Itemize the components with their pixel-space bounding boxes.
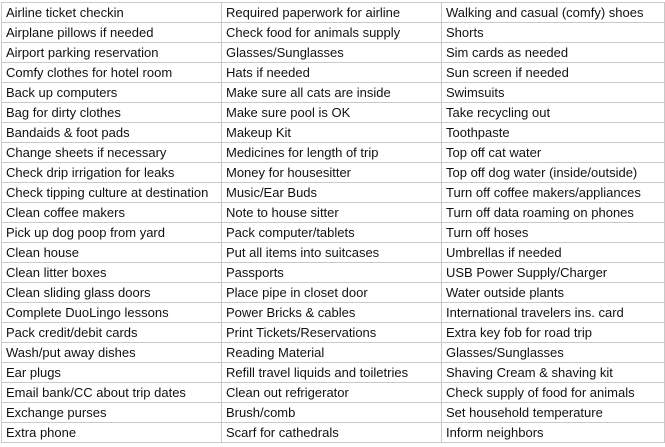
table-cell[interactable]: International travelers ins. card <box>442 303 665 323</box>
table-cell[interactable]: Pack computer/tablets <box>222 223 442 243</box>
table-cell[interactable]: Bag for dirty clothes <box>2 103 222 123</box>
table-cell[interactable]: Refill travel liquids and toiletries <box>222 363 442 383</box>
table-row <box>2 303 665 323</box>
table-cell[interactable]: Clean coffee makers <box>2 203 222 223</box>
table-row <box>2 203 665 223</box>
table-cell[interactable]: Clean litter boxes <box>2 263 222 283</box>
table-cell[interactable]: Pack credit/debit cards <box>2 323 222 343</box>
table-cell[interactable]: Required paperwork for airline <box>222 3 442 23</box>
table-body <box>2 3 665 443</box>
table-cell[interactable]: Top off dog water (inside/outside) <box>442 163 665 183</box>
table-cell[interactable]: Passports <box>222 263 442 283</box>
table-row <box>2 423 665 443</box>
table-cell[interactable]: Comfy clothes for hotel room <box>2 63 222 83</box>
table-cell[interactable]: Set household temperature <box>442 403 665 423</box>
table-cell[interactable]: Wash/put away dishes <box>2 343 222 363</box>
table-cell[interactable]: Umbrellas if needed <box>442 243 665 263</box>
table-cell[interactable]: Turn off coffee makers/appliances <box>442 183 665 203</box>
table-cell[interactable]: Back up computers <box>2 83 222 103</box>
table-cell[interactable]: Ear plugs <box>2 363 222 383</box>
table-cell[interactable]: Shorts <box>442 23 665 43</box>
table-cell[interactable]: Walking and casual (comfy) shoes <box>442 3 665 23</box>
table-cell[interactable]: Glasses/Sunglasses <box>222 43 442 63</box>
table-row <box>2 143 665 163</box>
table-cell[interactable]: Make sure pool is OK <box>222 103 442 123</box>
table-cell[interactable]: Email bank/CC about trip dates <box>2 383 222 403</box>
table-cell[interactable]: Place pipe in closet door <box>222 283 442 303</box>
table-cell[interactable]: Makeup Kit <box>222 123 442 143</box>
table-row <box>2 83 665 103</box>
table-cell[interactable]: Toothpaste <box>442 123 665 143</box>
table-cell[interactable]: Check food for animals supply <box>222 23 442 43</box>
table-cell[interactable]: Make sure all cats are inside <box>222 83 442 103</box>
table-cell[interactable]: Check supply of food for animals <box>442 383 665 403</box>
table-cell[interactable]: Clean sliding glass doors <box>2 283 222 303</box>
table-cell[interactable]: Extra key fob for road trip <box>442 323 665 343</box>
table-row <box>2 3 665 23</box>
table-row <box>2 183 665 203</box>
checklist-table <box>1 2 665 443</box>
table-cell[interactable]: Sun screen if needed <box>442 63 665 83</box>
table-cell[interactable]: Reading Material <box>222 343 442 363</box>
table-cell[interactable]: Airport parking reservation <box>2 43 222 63</box>
table-cell[interactable]: Water outside plants <box>442 283 665 303</box>
table-cell[interactable]: Bandaids & foot pads <box>2 123 222 143</box>
table-cell[interactable]: Scarf for cathedrals <box>222 423 442 443</box>
table-cell[interactable]: Inform neighbors <box>442 423 665 443</box>
table-row <box>2 263 665 283</box>
table-row <box>2 283 665 303</box>
table-row <box>2 223 665 243</box>
table-cell[interactable]: Brush/comb <box>222 403 442 423</box>
table-cell[interactable]: Shaving Cream & shaving kit <box>442 363 665 383</box>
table-row <box>2 343 665 363</box>
table-row <box>2 123 665 143</box>
table-row <box>2 323 665 343</box>
table-row <box>2 243 665 263</box>
table-cell[interactable]: Medicines for length of trip <box>222 143 442 163</box>
table-cell[interactable]: Put all items into suitcases <box>222 243 442 263</box>
table-cell[interactable]: Complete DuoLingo lessons <box>2 303 222 323</box>
table-cell[interactable]: Check drip irrigation for leaks <box>2 163 222 183</box>
table-cell[interactable]: Extra phone <box>2 423 222 443</box>
table-cell[interactable]: Change sheets if necessary <box>2 143 222 163</box>
table-cell[interactable]: Power Bricks & cables <box>222 303 442 323</box>
table-row <box>2 23 665 43</box>
table-cell[interactable]: USB Power Supply/Charger <box>442 263 665 283</box>
table-row <box>2 403 665 423</box>
table-cell[interactable]: Pick up dog poop from yard <box>2 223 222 243</box>
table-cell[interactable]: Clean house <box>2 243 222 263</box>
table-row <box>2 363 665 383</box>
table-cell[interactable]: Airline ticket checkin <box>2 3 222 23</box>
table-row <box>2 163 665 183</box>
table-cell[interactable]: Clean out refrigerator <box>222 383 442 403</box>
table-cell[interactable]: Take recycling out <box>442 103 665 123</box>
table-cell[interactable]: Note to house sitter <box>222 203 442 223</box>
table-row <box>2 63 665 83</box>
table-cell[interactable]: Top off cat water <box>442 143 665 163</box>
table-cell[interactable]: Airplane pillows if needed <box>2 23 222 43</box>
table-cell[interactable]: Sim cards as needed <box>442 43 665 63</box>
table-row <box>2 43 665 63</box>
table-cell[interactable]: Hats if needed <box>222 63 442 83</box>
table-cell[interactable]: Turn off data roaming on phones <box>442 203 665 223</box>
table-cell[interactable]: Turn off hoses <box>442 223 665 243</box>
table-row <box>2 103 665 123</box>
table-cell[interactable]: Print Tickets/Reservations <box>222 323 442 343</box>
table-cell[interactable]: Glasses/Sunglasses <box>442 343 665 363</box>
table-cell[interactable]: Money for housesitter <box>222 163 442 183</box>
table-row <box>2 383 665 403</box>
table-cell[interactable]: Music/Ear Buds <box>222 183 442 203</box>
table-cell[interactable]: Check tipping culture at destination <box>2 183 222 203</box>
table-cell[interactable]: Exchange purses <box>2 403 222 423</box>
table-cell[interactable]: Swimsuits <box>442 83 665 103</box>
